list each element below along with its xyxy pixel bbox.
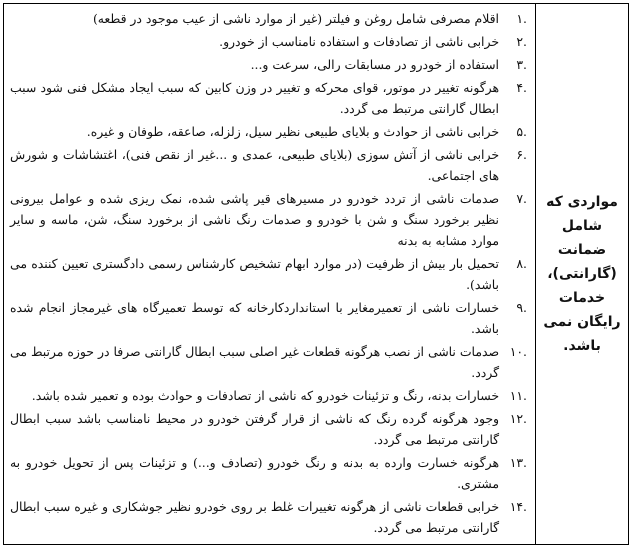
item-text: خرابی ناشی از حوادث و بلایای طبیعی نظیر سیل، زلزله، صاعقه، طوفان و غیره.: [86, 124, 499, 139]
list-item: [10, 31, 529, 52]
exclusions-list: [4, 4, 535, 538]
list-item: [10, 452, 529, 494]
item-text: اقلام مصرفی شامل روغن و فیلتر (غیر از موارد ناشی از عیب موجود در قطعه): [92, 11, 499, 26]
item-text: هرگونه تغییر در موتور، قوای محرکه و تغییر در وزن کابین که سبب ایجاد مشکل فنی شود سبب ابطال گارانتی مرتبط می گردد.: [10, 80, 499, 116]
item-text: هرگونه خسارت وارده به بدنه و رنگ خودرو (تصادف و...) و تزئینات پس از تحویل خودرو به مشتری.: [10, 455, 499, 491]
item-number: ۷.: [516, 191, 527, 206]
list-item: [10, 77, 529, 119]
exclusions-heading: مواردی که شامل ضمانت (گارانتی)، خدمات رایگان نمی باشد.: [543, 194, 621, 354]
list-item: [10, 297, 529, 339]
item-number: ۱۱.: [509, 388, 527, 403]
list-item: [10, 253, 529, 295]
list-item: [10, 8, 529, 29]
item-number: ۱۴.: [509, 499, 527, 514]
item-text: تحمیل بار بیش از ظرفیت (در موارد ابهام تشخیص کارشناس رسمی دادگستری تعیین کننده می باشد).: [10, 256, 499, 292]
item-number: ۳.: [516, 57, 527, 72]
item-number: ۶.: [516, 147, 527, 162]
item-text: صدمات ناشی از نصب هرگونه قطعات غیر اصلی سبب ابطال گارانتی صرفا در حوزه مرتبط می گردد.: [10, 344, 499, 380]
item-number: ۹.: [516, 300, 527, 315]
item-number: ۵.: [516, 124, 527, 139]
item-text: وجود هرگونه گرده رنگ که ناشی از قرار گرفتن خودرو در محیط نامناسب باشد سبب ابطال گارانتی مرتبط می گردد.: [10, 411, 499, 447]
items-cell: [4, 4, 536, 545]
item-text: خسارات ناشی از تعمیرمغایر با استانداردکارخانه که توسط تعمیرگاه های غیرمجاز انجام شده باشد.: [10, 300, 499, 336]
list-item: [10, 121, 529, 142]
item-text: صدمات ناشی از تردد خودرو در مسیرهای قیر پاشی شده، نمک ریزی شده و عوامل بیرونی نظیر برخورد سنگ و شن با خودرو و صدمات رنگ ناشی از برخورد سنگ، شن، ماسه و سایر موارد مشابه به بدنه: [10, 191, 499, 248]
item-number: ۱۲.: [509, 411, 527, 426]
item-text: خرابی ناشی از آتش سوزی (بلایای طبیعی، عمدی و ...غیر از نقص فنی)، اغتشاشات و شورش های اجتماعی.: [10, 147, 499, 183]
item-text: خرابی ناشی از تصادفات و استفاده نامناسب از خودرو.: [219, 34, 499, 49]
item-number: ۴.: [516, 80, 527, 95]
item-number: ۱۰.: [509, 344, 527, 359]
list-item: [10, 408, 529, 450]
list-item: [10, 188, 529, 251]
item-number: ۱.: [516, 11, 527, 26]
item-text: استفاده از خودرو در مسابقات رالی، سرعت و...: [250, 57, 499, 72]
list-item: [10, 385, 529, 406]
item-text: خسارات بدنه، رنگ و تزئینات خودرو که ناشی از تصادفات و حوادث بوده و تعمیر شده باشد.: [31, 388, 499, 403]
list-item: [10, 144, 529, 186]
table-row: [4, 4, 629, 545]
list-item: [10, 496, 529, 538]
list-item: [10, 341, 529, 383]
warranty-exclusions-table: [3, 3, 629, 545]
heading-cell: [536, 4, 629, 545]
list-item: [10, 54, 529, 75]
item-number: ۸.: [516, 256, 527, 271]
item-number: ۲.: [516, 34, 527, 49]
item-text: خرابی قطعات ناشی از هرگونه تغییرات غلط بر روی خودرو نظیر جوشکاری و غیره سبب ابطال گارانتی مرتبط می گردد.: [10, 499, 499, 535]
item-number: ۱۳.: [509, 455, 527, 470]
